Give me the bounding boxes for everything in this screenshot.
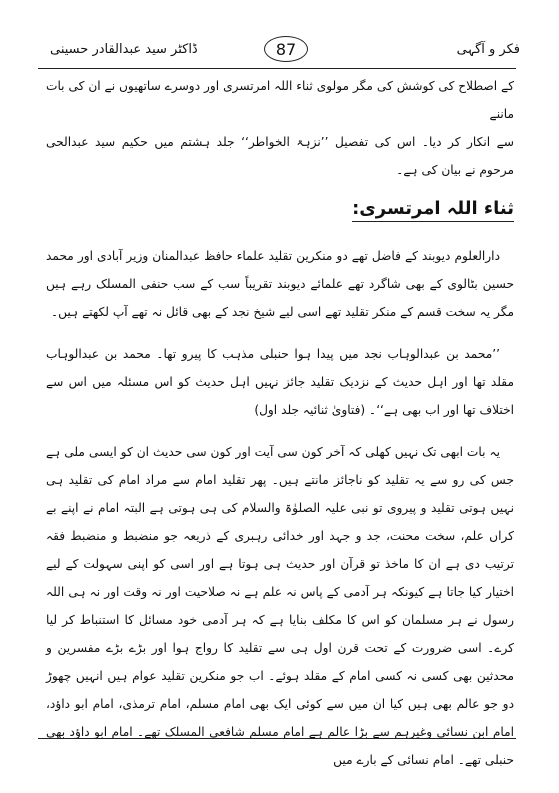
author-name: ڈاکٹر سید عبدالقادر حسینی xyxy=(50,42,198,57)
paragraph-4: یہ بات ابھی تک نہیں کھلی کہ آخر کون سی آیت اور کون سی حدیث ان کو ایسی ملی ہے جس کی رو سے یہ تقلید کو ناجائز مانتے ہیں۔ پھر تقلید امام سے مراد امام کی تقلید ہی نہیں ہوتی تقلید و پیروی تو نبی علیہ الصلوٰۃ والسلام کی ہی ہوتی ہے البتہ امام نے اپنے بے کراں علم، سخت محنت، جد و جہد اور خدائی رہبری کے ذریعہ جو منضبط و منضبط فقہ ترتیب دی ہے ان کا ماخذ تو قرآن اور حدیث ہی ہوتا ہے اور اسی کو اپنی سہولت کے لیے اختیار کیا جاتا ہے کیونکہ ہر آدمی کے پاس نہ علم ہے نہ صلاحیت اور نہ وقت اور نہ ہی اللہ رسول نے ہر مسلمان کو اس کا مکلف بنایا ہے کہ ہر آدمی خود مسائل کا استنباط کر لیا کرے۔ اسی ضرورت کے تحت قرن اول ہی سے تقلید کا رواج ہوا اور بڑے بڑے مفسرین و محدثین بھی کسی نہ کسی امام کے مقلد ہوئے۔ اب جو منکرین تقلید عوام ہیں انہیں چھوڑ دو جو عالم بھی ہیں کیا ان میں سے کوئی ایک بھی امام مسلم، امام ترمذی، امام ابو داؤد، امام ابن نسائی وغیرہم سے بڑا عالم ہے امام مسلم شافعی المسلک تھے۔ امام ابو داؤد بھی حنبلی تھے۔ امام نسائی کے بارے میں xyxy=(46,445,514,767)
footer-rule xyxy=(38,738,516,739)
book-title: فکر و آگہی xyxy=(456,42,520,57)
paragraph-gap xyxy=(46,326,514,340)
paragraph-3-quote: ’’محمد بن عبدالوہاب نجد میں پیدا ہوا حنبلی مذہب کا پیرو تھا۔ محمد بن عبدالوہاب مقلد تھا اور اہل حدیث کے نزدیک تقلید جائز نہیں اہل حدیث کو اس مسئلہ میں اس سے اختلاف تھا اور اب بھی ہے‘‘۔ (فتاویٰ ثنائیہ جلد اول) xyxy=(46,347,514,417)
page-header xyxy=(50,40,520,66)
header-rule xyxy=(38,68,516,69)
paragraph-1-line-1: کے اصطلاح کی کوشش کی مگر مولوی ثناء اللہ امرتسری اور دوسرے ساتھیوں نے ان کی بات ماننے xyxy=(46,79,514,121)
paragraph-gap xyxy=(46,424,514,438)
page-body xyxy=(46,72,514,774)
section-heading-text: ثناء اللہ امرتسری: xyxy=(352,198,514,222)
page-number: 87 xyxy=(264,36,308,62)
section-heading xyxy=(46,194,514,224)
paragraph-2: دارالعلوم دیوبند کے فاضل تھے دو منکرین تقلید علماء حافظ عبدالمنان وزیر آبادی اور محمد حسین بٹالوی کے بھی شاگرد تھے علمائے دیوبند تقریباً سب کے سب حنفی المسلک رہے ہیں مگر یہ سخت قسم کے منکر تقلید تھے اسی لیے شیخ نجد کے بھی قائل نہ تھے آپ لکھتے ہیں۔ xyxy=(46,249,514,319)
paragraph-1-line-2: سے انکار کر دیا۔ اس کی تفصیل ’’نزہۃ الخواطر‘‘ جلد ہشتم میں حکیم سید عبدالحی مرحوم نے بیان کی ہے۔ xyxy=(46,135,514,177)
